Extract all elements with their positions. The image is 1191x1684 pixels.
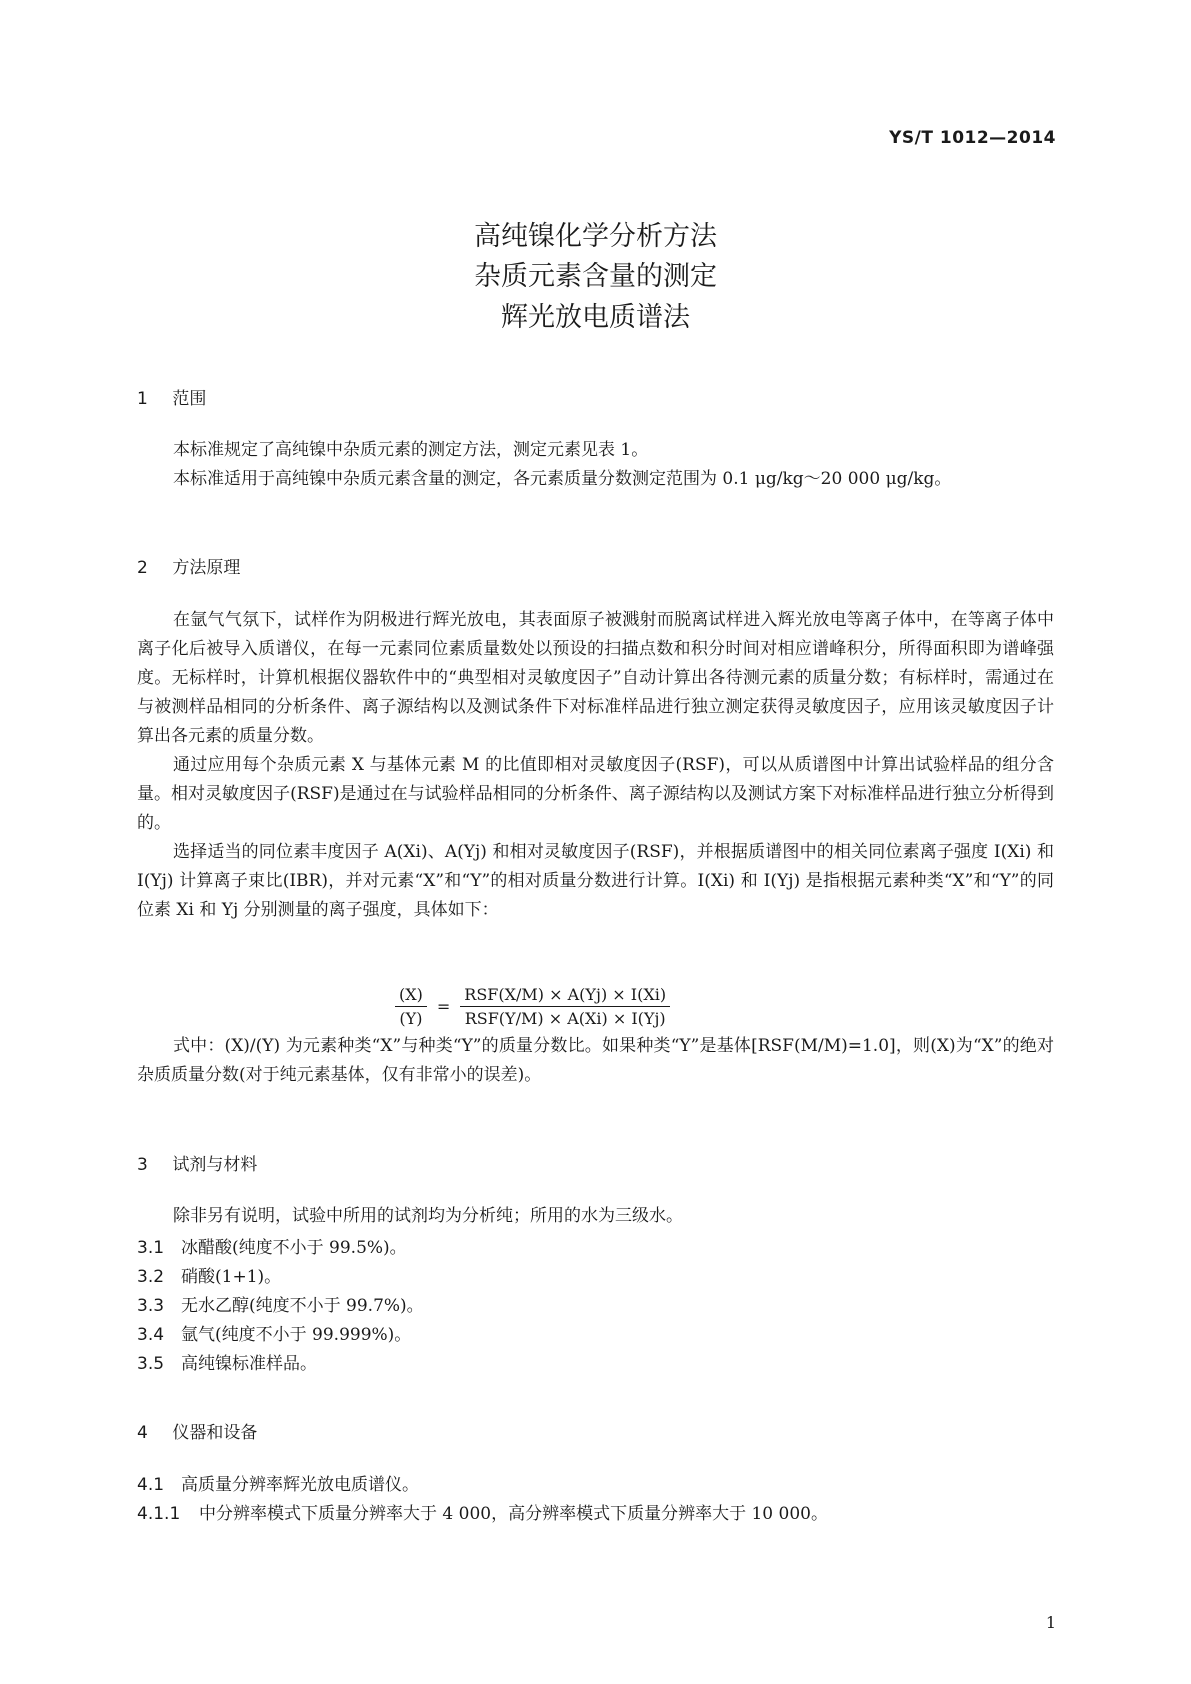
paragraph: 在氩气气氛下，试样作为阴极进行辉光放电，其表面原子被溅射而脱离试样进入辉光放电等离子体中，在等离子体中离子化后被导入质谱仪，在每一元素同位素质量数处以预设的扫描点数和积分时间对相应谱峰积分，所得面积即为谱峰强度。无标样时，计算机根据仪器软件中的“典型相对灵敏度因子”自动计算出各待测元素的质量分数；有标样时，需通过在与被测样品相同的分析条件、离子源结构以及测试条件下对标准样品进行独立测定获得灵敏度因子，应用该灵敏度因子计算出各元素的质量分数。: [137, 610, 1054, 746]
paragraph: 除非另有说明，试验中所用的试剂均为分析纯；所用的水为三级水。: [173, 1206, 683, 1226]
paragraph: 本标准规定了高纯镍中杂质元素的测定方法，测定元素见表 1。: [173, 440, 649, 460]
paragraph: 通过应用每个杂质元素 X 与基体元素 M 的比值即相对灵敏度因子(RSF)，可以从质谱图中计算出试验样品的组分含量。相对灵敏度因子(RSF)是通过在与试验样品相同的分析条件、离子源结构以及测试方案下对标准样品进行独立分析得到的。: [137, 755, 1054, 833]
formula-lhs-denominator: (Y): [399, 1009, 423, 1028]
paragraph: 式中：(X)/(Y) 为元素种类“X”与种类“Y”的质量分数比。如果种类“Y”是基体[RSF(M/M)=1.0]，则(X)为“X”的绝对杂质质量分数(对于纯元素基体，仅有非常小的误差)。: [137, 1036, 1054, 1085]
section-4-heading: [137, 1418, 257, 1443]
formula-lhs-numerator: (X): [395, 985, 427, 1007]
list-item: [137, 1349, 317, 1374]
list-item: [137, 1262, 281, 1287]
item-text: 高纯镍标准样品。: [181, 1354, 317, 1374]
item-text: 氩气(纯度不小于 99.999%)。: [181, 1325, 412, 1345]
item-number: 3.4: [137, 1325, 165, 1345]
list-item: [137, 1499, 828, 1524]
item-text: 冰醋酸(纯度不小于 99.5%)。: [181, 1238, 407, 1258]
item-number: 4.1.1: [137, 1504, 181, 1524]
title-line-3: 辉光放电质谱法: [501, 302, 690, 333]
item-number: 3.3: [137, 1296, 165, 1316]
section-number: 2: [137, 558, 148, 578]
rsf-formula: [395, 985, 670, 1028]
item-number: 3.5: [137, 1354, 165, 1374]
section-1-body: [137, 436, 1054, 494]
page-number: 1: [1045, 1613, 1056, 1632]
item-text: 无水乙醇(纯度不小于 99.7%)。: [181, 1296, 424, 1316]
formula-rhs-numerator: RSF(X/M) × A(Yj) × I(Xi): [460, 985, 670, 1007]
section-1-heading: [137, 384, 206, 409]
title-line-2: 杂质元素含量的测定: [474, 261, 717, 292]
section-3-heading: [137, 1150, 257, 1175]
item-text: 硝酸(1+1)。: [181, 1267, 282, 1287]
list-item: [137, 1233, 407, 1258]
section-title: 仪器和设备: [172, 1423, 258, 1443]
formula-rhs-denominator: RSF(Y/M) × A(Xi) × I(Yj): [464, 1009, 666, 1028]
section-title: 范围: [172, 389, 207, 409]
paragraph: 选择适当的同位素丰度因子 A(Xi)、A(Yj) 和相对灵敏度因子(RSF)，并根据质谱图中的相关同位素离子强度 I(Xi) 和 I(Yj) 计算离子束比(IBR)，并对元素“X”和“Y”的相对质量分数进行计算。I(Xi) 和 I(Yj) 是指根据元素种类“X”和“Y”的同位素 Xi 和 Yj 分别测量的离子强度，具体如下：: [137, 842, 1054, 920]
section-number: 3: [137, 1155, 148, 1175]
standard-number: YS/T 1012—2014: [889, 128, 1056, 148]
item-number: 3.2: [137, 1267, 165, 1287]
title-line-1: 高纯镍化学分析方法: [474, 221, 717, 252]
section-2-body: [137, 606, 1054, 925]
section-2-heading: [137, 553, 240, 578]
item-number: 3.1: [137, 1238, 165, 1258]
section-number: 1: [137, 389, 148, 409]
formula-lhs: [395, 985, 427, 1028]
formula-rhs: [460, 985, 670, 1028]
section-number: 4: [137, 1423, 148, 1443]
paragraph: 本标准适用于高纯镍中杂质元素含量的测定，各元素质量分数测定范围为 0.1 μg/kg～20 000 μg/kg。: [173, 469, 952, 489]
item-text: 高质量分辨率辉光放电质谱仪。: [181, 1475, 419, 1495]
item-number: 4.1: [137, 1475, 165, 1495]
item-text: 中分辨率模式下质量分辨率大于 4 000，高分辨率模式下质量分辨率大于 10 000。: [199, 1504, 828, 1524]
section-title: 方法原理: [172, 558, 241, 578]
list-item: [137, 1320, 411, 1345]
list-item: [137, 1470, 419, 1495]
formula-equals: =: [436, 997, 451, 1016]
section-3-intro: [137, 1202, 1054, 1231]
section-title: 试剂与材料: [172, 1155, 258, 1175]
list-item: [137, 1291, 424, 1316]
section-2-formula-note: [137, 1032, 1054, 1090]
